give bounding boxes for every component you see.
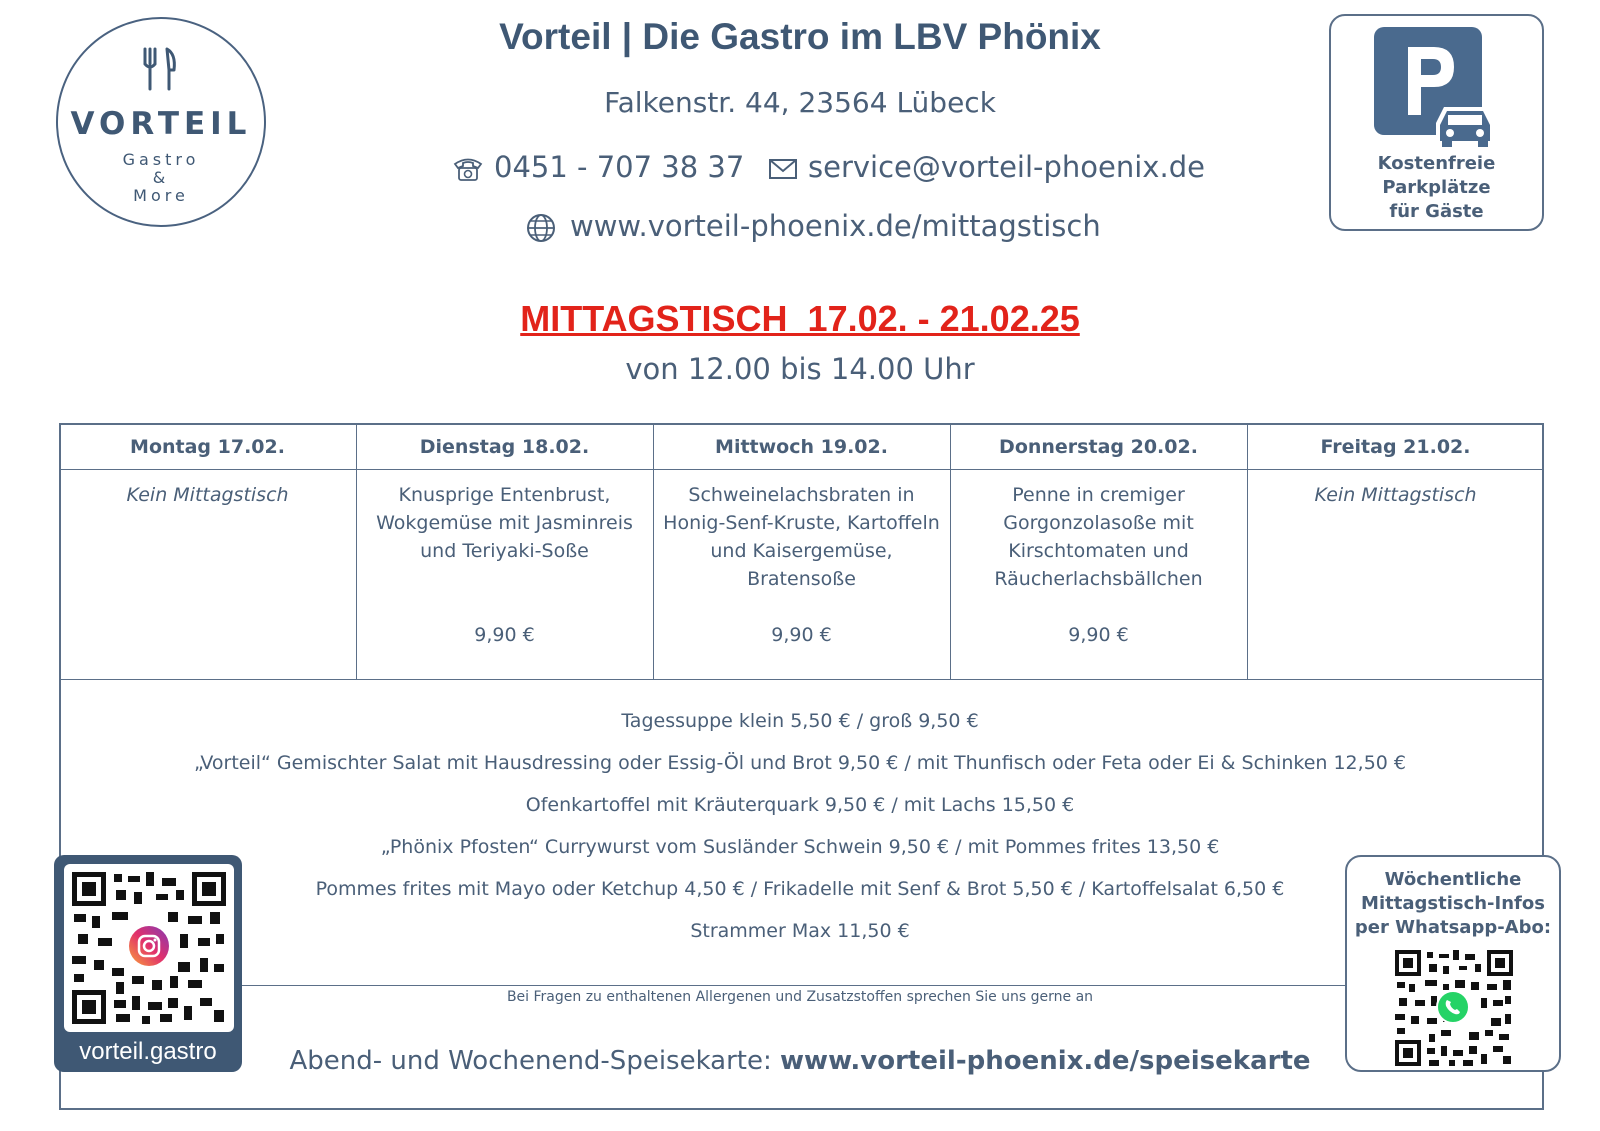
logo-name: VORTEIL (70, 106, 252, 142)
day-header-thursday: Donnerstag 20.02. (999, 436, 1198, 458)
price-wednesday: 9,90 € (771, 624, 832, 646)
instagram-icon (128, 925, 170, 967)
parking-icon (1374, 27, 1502, 151)
page-title: Vorteil | Die Gastro im LBV Phönix (499, 16, 1101, 57)
parking-line-3: für Gäste (1389, 201, 1484, 222)
extra-fries: Pommes frites mit Mayo oder Ketchup 4,50 € / Frikadelle mit Senf & Brot 5,50 € / Kartoffelsalat 6,50 € (315, 878, 1285, 900)
parking-text (1329, 152, 1544, 224)
instagram-handle: vorteil.gastro (79, 1038, 217, 1065)
logo-sub-gastro: Gastro (122, 150, 200, 169)
day-header-wednesday: Mittwoch 19.02. (715, 436, 888, 458)
phone-number: 0451 - 707 38 37 (494, 150, 745, 184)
extra-currywurst: „Phönix Pfosten“ Currywurst vom Susländer Schwein 9,50 € / mit Pommes frites 13,50 € (380, 836, 1220, 858)
dish-friday: Kein Mittagstisch (1314, 484, 1477, 506)
whatsapp-line-2: Mittagstisch-Infos (1361, 893, 1545, 914)
globe-icon (526, 213, 556, 243)
phone-icon (452, 155, 484, 183)
mail-icon (768, 158, 798, 180)
website-url: www.vorteil-phoenix.de/mittagstisch (570, 209, 1101, 243)
header-divider (59, 469, 1544, 470)
logo-sub-more: More (133, 186, 189, 205)
extra-salad: „Vorteil“ Gemischter Salat mit Hausdressing oder Essig-Öl und Brot 9,50 € / mit Thunfisch oder Feta oder Ei & Schinken 12,50 € (194, 752, 1406, 774)
parking-line-1: Kostenfreie (1377, 153, 1496, 174)
extra-potato: Ofenkartoffel mit Kräuterquark 9,50 € / mit Lachs 15,50 € (525, 794, 1075, 816)
logo-sub-and: & (152, 168, 170, 187)
price-thursday: 9,90 € (1068, 624, 1129, 646)
evening-menu-line (240, 1046, 1360, 1076)
days-divider (59, 679, 1544, 680)
dish-tuesday: Knusprige Entenbrust, Wokgemüse mit Jasminreis und Teriyaki-Soße (376, 484, 633, 562)
dish-wednesday: Schweinelachsbraten in Honig-Senf-Kruste, Kartoffeln und Kaisergemüse, Bratensoße (663, 484, 940, 590)
day-header-friday: Freitag 21.02. (1320, 436, 1471, 458)
allergen-note: Bei Fragen zu enthaltenen Allergenen und Zusatzstoffen sprechen Sie uns gerne an (506, 989, 1094, 1005)
dish-thursday: Penne in cremiger Gorgonzolasoße mit Kirschtomaten und Räucherlachsbällchen (994, 484, 1203, 590)
extra-soup: Tagessuppe klein 5,50 € / groß 9,50 € (621, 710, 979, 732)
email-address: service@vorteil-phoenix.de (808, 150, 1205, 184)
extra-strammer-max: Strammer Max 11,50 € (690, 920, 910, 942)
evening-menu-link[interactable]: www.vorteil-phoenix.de/speisekarte (780, 1046, 1311, 1076)
footer-divider (242, 985, 1345, 986)
menu-time: von 12.00 bis 14.00 Uhr (625, 352, 975, 386)
cutlery-icon (137, 46, 183, 92)
phone-contact[interactable] (452, 150, 744, 184)
whatsapp-icon (1436, 990, 1470, 1024)
price-tuesday: 9,90 € (474, 624, 535, 646)
email-contact[interactable] (768, 150, 1205, 184)
car-icon (1436, 107, 1494, 147)
evening-menu-label: Abend- und Wochenend-Speisekarte: (289, 1046, 772, 1076)
menu-title: MITTAGSTISCH 17.02. - 21.02.25 (520, 298, 1080, 339)
day-header-monday: Montag 17.02. (130, 436, 285, 458)
website-link[interactable] (526, 209, 1101, 243)
whatsapp-text (1345, 868, 1561, 940)
whatsapp-line-1: Wöchentliche (1384, 869, 1522, 890)
whatsapp-line-3: per Whatsapp-Abo: (1354, 917, 1552, 938)
parking-line-2: Parkplätze (1382, 177, 1491, 198)
address: Falkenstr. 44, 23564 Lübeck (604, 86, 996, 119)
day-header-tuesday: Dienstag 18.02. (419, 436, 590, 458)
dish-monday: Kein Mittagstisch (126, 484, 289, 506)
